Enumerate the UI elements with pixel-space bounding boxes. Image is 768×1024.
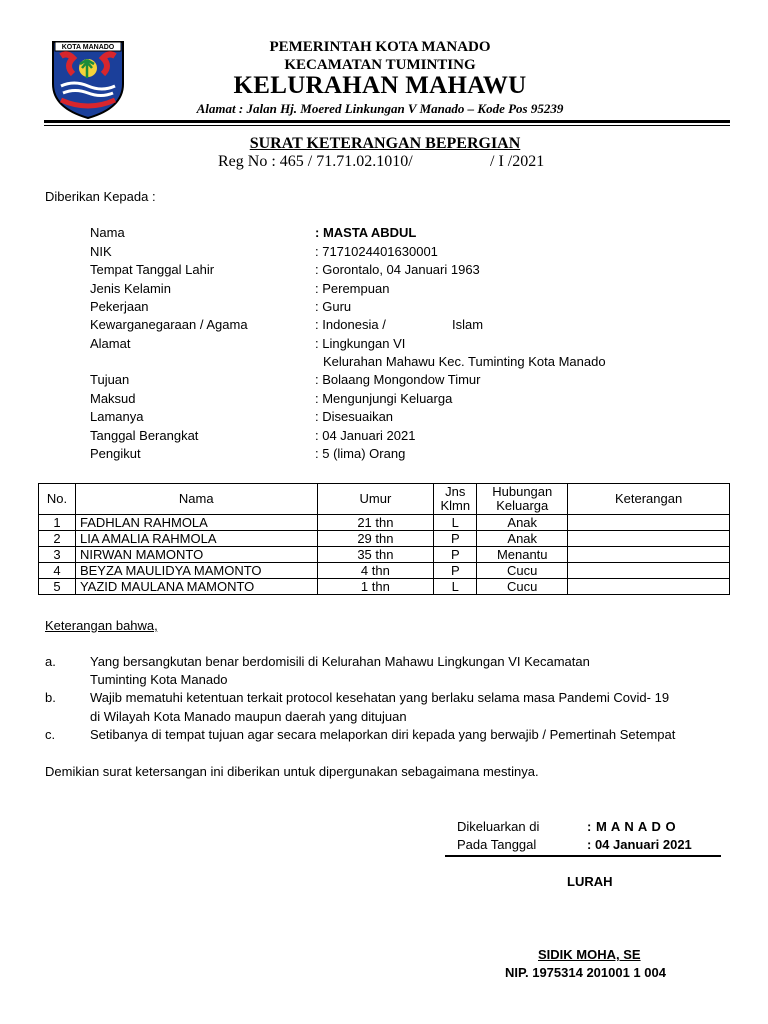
issued-place-label: Dikeluarkan di [457, 819, 540, 834]
note-text: Wajib mematuhi ketentuan terkait protocol kesehatan yang berlaku selama masa Pandemi Covid- 19 [90, 690, 670, 705]
note-text-cont: Tuminting Kota Manado [90, 672, 228, 687]
field-value: : Perempuan [315, 281, 390, 296]
field-value: : Bolaang Mongondow Timur [315, 372, 481, 387]
signer-name: SIDIK MOHA, SE [538, 947, 641, 962]
header-rule-thick [44, 120, 730, 123]
field-value: : 7171024401630001 [315, 244, 438, 259]
cell-nama: YAZID MAULANA MAMONTO [75, 579, 317, 595]
cell-hubungan: Menantu [477, 547, 568, 563]
svg-text:KOTA MANADO: KOTA MANADO [61, 44, 115, 51]
note-letter: c. [45, 727, 56, 742]
cell-hubungan: Anak [477, 531, 568, 547]
header-line1: PEMERINTAH KOTA MANADO [269, 39, 491, 55]
cell-hubungan: Anak [477, 515, 568, 531]
cell-keterangan [568, 531, 730, 547]
field-label: Alamat [90, 336, 131, 351]
reg-number-suffix: / I /2021 [490, 153, 545, 170]
issued-date-label: Pada Tanggal [457, 837, 537, 852]
cell-nama: NIRWAN MAMONTO [75, 547, 317, 563]
cell-hubungan: Cucu [477, 563, 568, 579]
header-rule-thin [44, 125, 730, 126]
field-value: : 04 Januari 2021 [315, 428, 416, 443]
given-to: Diberikan Kepada : [45, 189, 156, 204]
field-label: Lamanya [90, 409, 144, 424]
cell-umur: 35 thn [317, 547, 434, 563]
table-header-row [39, 484, 730, 515]
table-row [39, 563, 730, 579]
table-row [39, 547, 730, 563]
col-header-jns-line2: Klmn [440, 498, 471, 513]
field-label: Pekerjaan [90, 299, 149, 314]
header-line2: KECAMATAN TUMINTING [284, 57, 476, 73]
signer-nip: NIP. 1975314 201001 1 004 [505, 965, 666, 980]
cell-jk: P [434, 563, 477, 579]
field-value: : Guru [315, 299, 352, 314]
col-header-hubungan [477, 484, 568, 515]
cell-nama: FADHLAN RAHMOLA [75, 515, 317, 531]
kota-manado-logo [47, 38, 129, 120]
cell-jk: P [434, 547, 477, 563]
document-title: SURAT KETERANGAN BEPERGIAN [249, 135, 521, 152]
signer-title: LURAH [567, 874, 613, 889]
cell-umur: 4 thn [317, 563, 434, 579]
cell-keterangan [568, 515, 730, 531]
issued-rule [445, 855, 721, 857]
cell-keterangan [568, 547, 730, 563]
field-label: NIK [90, 244, 112, 259]
cell-umur: 21 thn [317, 515, 434, 531]
note-letter: b. [45, 690, 56, 705]
cell-umur: 29 thn [317, 531, 434, 547]
note-text: Yang bersangkutan benar berdomisili di Kelurahan Mahawu Lingkungan VI Kecamatan [90, 654, 590, 669]
cell-no: 1 [39, 515, 76, 531]
issued-date-value: : 04 Januari 2021 [587, 837, 692, 852]
cell-nama: BEYZA MAULIDYA MAMONTO [75, 563, 317, 579]
col-header-umur: Umur [317, 484, 434, 515]
field-label: Tanggal Berangkat [90, 428, 199, 443]
header-address: Alamat : Jalan Hj. Moered Linkungan V Manado – Kode Pos 95239 [196, 101, 564, 116]
cell-no: 5 [39, 579, 76, 595]
col-header-keterangan: Keterangan [568, 484, 730, 515]
field-label: Nama [90, 225, 125, 240]
field-value: : Lingkungan VI [315, 336, 406, 351]
field-label: Tujuan [90, 372, 130, 387]
col-header-hub-line2: Keluarga [496, 498, 549, 513]
issued-place-value: : M A N A D O [587, 819, 677, 834]
closing-statement: Demikian surat ketersangan ini diberikan untuk dipergunakan sebagaimana mestinya. [45, 764, 539, 779]
col-header-jns-line1: Jns [445, 484, 466, 499]
cell-jk: L [434, 515, 477, 531]
address-line2: Kelurahan Mahawu Kec. Tuminting Kota Manado [323, 354, 606, 369]
field-value: : Disesuaikan [315, 409, 394, 424]
cell-keterangan [568, 579, 730, 595]
field-label: Kewarganegaraan / Agama [90, 317, 248, 332]
cell-no: 2 [39, 531, 76, 547]
field-label: Tempat Tanggal Lahir [90, 262, 215, 277]
col-header-nama: Nama [75, 484, 317, 515]
col-header-no: No. [39, 484, 76, 515]
cell-keterangan [568, 563, 730, 579]
cell-no: 3 [39, 547, 76, 563]
note-text: Setibanya di tempat tujuan agar secara melaporkan diri kepada yang berwajib / Pemertinah Setempat [90, 727, 676, 742]
companions-table [38, 483, 730, 595]
col-header-jns [434, 484, 477, 515]
header-line3: KELURAHAN MAHAWU [233, 72, 527, 99]
field-label: Maksud [90, 391, 136, 406]
cell-no: 4 [39, 563, 76, 579]
cell-nama: LIA AMALIA RAHMOLA [75, 531, 317, 547]
note-letter: a. [45, 654, 56, 669]
col-header-hub-line1: Hubungan [492, 484, 553, 499]
notes-heading: Keterangan bahwa, [45, 618, 158, 633]
field-value: : Indonesia / [315, 317, 386, 332]
cell-hubungan: Cucu [477, 579, 568, 595]
field-value: : Gorontalo, 04 Januari 1963 [315, 262, 480, 277]
field-value: : 5 (lima) Orang [315, 446, 406, 461]
field-label: Pengikut [90, 446, 141, 461]
note-text-cont: di Wilayah Kota Manado maupun daerah yang dituju​an [90, 709, 407, 724]
field-value: : MASTA ABDUL [315, 225, 417, 240]
cell-umur: 1 thn [317, 579, 434, 595]
table-row [39, 579, 730, 595]
cell-jk: P [434, 531, 477, 547]
table-row [39, 531, 730, 547]
field-label: Jenis Kelamin [90, 281, 171, 296]
table-row [39, 515, 730, 531]
cell-jk: L [434, 579, 477, 595]
field-value: : Mengunjungi Keluarga [315, 391, 453, 406]
religion-value: Islam [452, 317, 484, 332]
reg-number: Reg No : 465 / 71.71.02.1010/ [218, 153, 413, 170]
